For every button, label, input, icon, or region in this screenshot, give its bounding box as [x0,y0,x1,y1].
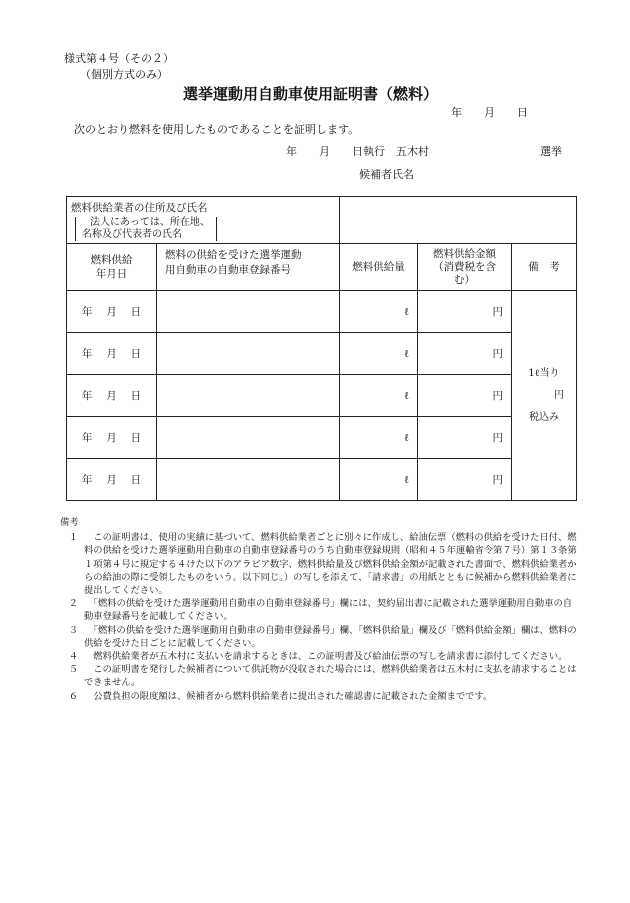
supplier-input[interactable] [340,197,577,244]
col-date-line2: 年月日 [95,268,128,280]
col-date-header [67,244,157,291]
row-price[interactable]: 円 [418,375,512,417]
election-date-line: 年 月 日執行 五木村 [286,145,429,158]
col-price-line1: 燃料供給金額 [433,247,496,260]
row-amount[interactable]: ℓ [340,375,418,417]
note-item [60,531,580,597]
form-type: （個別方式のみ） [80,68,168,81]
remarks-tax-included: 税込み [529,411,559,423]
row-date[interactable]: 年 月 日 [67,291,157,333]
col-vehicle-line1: 燃料の供給を受けた選挙運動 [165,249,302,261]
note-item [60,690,580,703]
table-row [67,375,577,417]
row-price[interactable]: 円 [418,417,512,459]
certification-statement: 次のとおり燃料を使用したものであることを証明します。 [74,123,360,136]
row-vehicle-number[interactable] [157,291,340,333]
row-vehicle-number[interactable] [157,375,340,417]
note-number: ４ [68,651,78,663]
note-item [60,663,580,689]
remarks-cell[interactable] [512,291,577,501]
note-text: 「燃料の供給を受けた選挙運動用自動車の自動車登録番号」欄、「燃料供給量」欄及び「燃料供給金額」欄は、燃料の供給を受けた日ごとに記載してください。 [84,624,577,649]
supplier-label-cell [67,197,340,244]
table-row [67,417,577,459]
supplier-note-line1: 法人にあっては、所在地、 [90,217,210,228]
row-vehicle-number[interactable] [157,417,340,459]
election-suffix: 選挙 [540,145,562,158]
note-number: ３ [68,624,78,636]
col-amount-header: 燃料供給量 [340,244,418,291]
fuel-usage-table [66,196,577,501]
notes-heading: 備考 [60,517,79,528]
col-date-line1: 燃料供給 [90,254,133,266]
note-text: 「燃料の供給を受けた選挙運動用自動車の自動車登録番号」欄には、契約届出書に記載された選挙運動用自動車の自動車登録番号を記載してください。 [84,598,573,623]
notes-section [60,516,580,703]
row-vehicle-number[interactable] [157,459,340,501]
note-number: ６ [68,690,78,702]
note-text: この証明書は、使用の実績に基づいて、燃料供給業者ごとに別々に作成し、給油伝票（燃料の供給を受けた日付、燃料の供給を受けた選挙運動用自動車の自動車登録番号のうち自動車登録規則（昭和４５年運輸省令第７号）第１３条第１項第４号に規定する４けた以下のアラビア数字、燃料供給量及び燃料供給金額が記載された書面で、燃料供給業者からの給油の際に受領したものをいう。以下同じ。）の写しを添えて、「請求書」の用紙とともに候補から燃料供給業者に提出してください。 [84,532,577,597]
note-item [60,650,580,663]
note-number: ５ [68,664,78,676]
date-line: 年 月 日 [451,106,528,119]
col-vehicle-header [157,244,340,291]
row-date[interactable]: 年 月 日 [67,375,157,417]
form-number: 様式第４号（その２） [64,52,174,65]
row-price[interactable]: 円 [418,459,512,501]
row-amount[interactable]: ℓ [340,333,418,375]
col-price-line2: （消費税を含 [433,260,496,273]
col-vehicle-line2: 用自動車の自動車登録番号 [165,264,291,276]
supplier-label: 燃料供給業者の住所及び氏名 [71,202,208,214]
note-number: ２ [68,598,78,610]
col-price-line3: む） [454,273,475,286]
row-amount[interactable]: ℓ [340,417,418,459]
note-text: この証明書を発行した候補者について供託物が没収された場合には、燃料供給業者は五木村に支払を請求することはできません。 [84,664,577,689]
note-text: 公費負担の限度額は、候補者から燃料供給業者に提出された確認書に記載された金額までです。 [84,690,493,702]
col-remarks-header: 備 考 [512,244,577,291]
row-price[interactable]: 円 [418,291,512,333]
col-price-header [418,244,512,291]
supplier-note [75,217,217,241]
row-vehicle-number[interactable] [157,333,340,375]
note-number: １ [68,532,78,544]
row-date[interactable]: 年 月 日 [67,459,157,501]
row-date[interactable]: 年 月 日 [67,333,157,375]
row-amount[interactable]: ℓ [340,291,418,333]
supplier-note-line2: 名称及び代表者の氏名 [82,229,182,240]
candidate-name-label: 候補者氏名 [359,168,414,181]
table-row [67,459,577,501]
remarks-yen: 円 [554,389,565,401]
remarks-per-liter: 1ℓ当り [528,367,560,379]
note-item [60,597,580,623]
row-amount[interactable]: ℓ [340,459,418,501]
note-text: 燃料供給業者が五木村に支払いを請求するときは、この証明書及び給油伝票の写しを請求書に添付してください。 [84,651,568,663]
page-title: 選挙運動用自動車使用証明書（燃料） [183,85,439,103]
note-item [60,624,580,650]
row-date[interactable]: 年 月 日 [67,417,157,459]
table-row [67,333,577,375]
table-row [67,291,577,333]
row-price[interactable]: 円 [418,333,512,375]
